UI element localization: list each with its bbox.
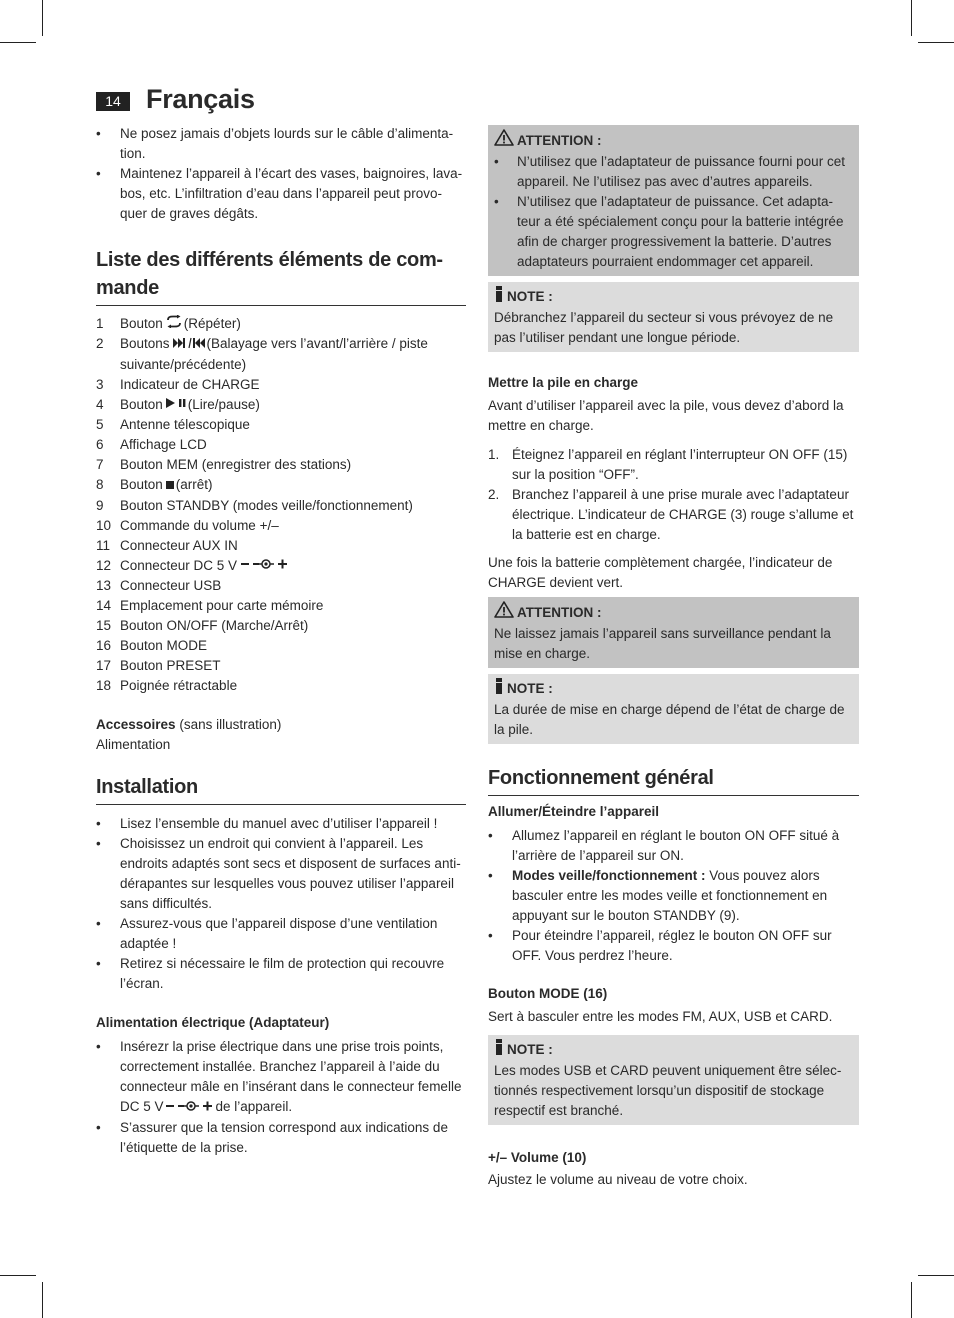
crop-mark — [911, 0, 912, 36]
control-item — [96, 656, 466, 676]
control-number: 1 — [96, 316, 104, 331]
control-label: Commande du volume — [120, 517, 256, 533]
crop-mark — [918, 42, 954, 43]
battery-intro: Avant d’utiliser l’appareil avec la pile, vous devez d’abord la mettre en charge. — [488, 398, 844, 433]
control-description: +/– — [259, 517, 279, 533]
note-header — [494, 286, 853, 308]
repeat-icon — [165, 314, 183, 334]
control-text — [120, 314, 466, 334]
step-number: 2. — [488, 487, 500, 502]
mode-text: Sert à basculer entre les modes FM, AUX, USB et CARD. — [488, 1009, 833, 1024]
list-item: • Allumez l’appareil en réglant le bouton ON OFF situé à l’arrière de l’appareil sur ON. — [488, 826, 859, 866]
control-item — [96, 496, 466, 516]
control-number: 6 — [96, 437, 104, 453]
step-number: 1. — [488, 447, 500, 462]
control-label: Bouton — [120, 477, 163, 493]
control-number: 10 — [96, 517, 112, 533]
list-item: • Pour éteindre l’appareil, réglez le bouton ON OFF sur OFF. Vous perdrez l’heure. — [488, 926, 859, 966]
control-item — [96, 596, 466, 616]
crop-mark — [42, 1282, 43, 1318]
note-header — [494, 1039, 853, 1061]
power-text-end: de l’appareil. — [215, 1099, 293, 1115]
list-item: • N’utilisez que l’adaptateur de puissance. Cet adapta- teur a été spécialement conçu pour la batterie intégrée afin de charger progressivement la batterie. D’autres adaptateurs pourraient endommager cet appareil. — [494, 192, 853, 272]
controls-heading: Liste des différents éléments de com- mande — [96, 246, 466, 306]
control-description: (arrêt) — [175, 477, 213, 493]
control-number: 9 — [96, 497, 104, 513]
warning-icon — [494, 129, 514, 152]
list-item — [488, 866, 859, 926]
control-label: Bouton STANDBY (modes veille/fonctionnement) — [120, 497, 413, 513]
list-item: • Assurez-vous que l’appareil dispose d’une ventilation adaptée ! — [96, 914, 466, 954]
control-text — [120, 334, 466, 374]
control-number: 16 — [96, 638, 112, 654]
note-label: NOTE : — [507, 289, 553, 304]
control-item — [96, 636, 466, 656]
control-number: 14 — [96, 598, 112, 614]
control-item — [96, 415, 466, 435]
control-text — [120, 435, 466, 455]
attention-label: ATTENTION : — [517, 132, 602, 148]
play-pause-icon — [165, 395, 187, 415]
installation-heading: Installation — [96, 773, 466, 805]
control-number: 12 — [96, 557, 112, 573]
info-icon — [494, 1039, 504, 1061]
control-text — [120, 496, 466, 516]
control-label: Poignée rétractable — [120, 678, 238, 694]
power-heading: Alimentation électrique (Adaptateur) — [96, 1015, 330, 1031]
info-icon — [494, 286, 504, 308]
control-text — [120, 536, 466, 556]
control-label: Boutons — [120, 336, 170, 352]
control-text — [120, 475, 466, 495]
control-number: 11 — [96, 537, 111, 553]
skip-icon — [172, 335, 206, 355]
accessories-line — [96, 715, 466, 735]
note-text: Les modes USB et CARD peuvent uniquement être sélec- tionnés respectivement lorsqu’un dispositif de stockage respectif est branché. — [494, 1063, 842, 1118]
crop-mark — [0, 1275, 36, 1276]
accessories-item: Alimentation — [96, 737, 171, 753]
crop-mark — [911, 1282, 912, 1318]
control-text — [120, 395, 466, 415]
left-column — [96, 124, 466, 1158]
control-number: 15 — [96, 618, 112, 634]
control-number: 5 — [96, 417, 104, 433]
accessories-label: Accessoires — [96, 717, 176, 733]
attention-box — [488, 125, 859, 276]
list-item: • N’utilisez que l’adaptateur de puissance fourni pour cet appareil. Ne l’utilisez pas avec d’autres appareils. — [494, 152, 853, 192]
note-header — [494, 678, 853, 700]
crop-mark — [0, 42, 36, 43]
list-item: • Lisez l’ensemble du manuel avec d’utiliser l’appareil ! — [96, 814, 466, 834]
warning-icon — [494, 601, 514, 624]
control-label: Bouton MODE — [120, 638, 208, 654]
control-text — [120, 636, 466, 656]
crop-mark — [918, 1275, 954, 1276]
control-label: Indicateur de CHARGE — [120, 376, 260, 392]
onoff-heading: Allumer/Éteindre l’appareil — [488, 804, 660, 819]
note-box — [488, 282, 859, 352]
general-heading: Fonctionnement général — [488, 764, 859, 796]
control-number: 18 — [96, 678, 112, 694]
control-label: Affichage LCD — [120, 437, 207, 453]
standby-label: Modes veille/fonctionnement : — [512, 868, 706, 883]
note-label: NOTE : — [507, 1042, 553, 1057]
control-label: Connecteur USB — [120, 578, 222, 594]
accessories-note: (sans illustration) — [179, 717, 282, 733]
control-text — [120, 455, 466, 475]
attention-header — [494, 601, 853, 624]
battery-steps — [488, 445, 859, 545]
note-box — [488, 1035, 859, 1125]
list-item — [488, 445, 859, 485]
list-item: • Retirez si nécessaire le film de protection qui recouvre l’écran. — [96, 954, 466, 994]
control-item — [96, 676, 466, 696]
control-text — [120, 656, 466, 676]
control-number: 3 — [96, 376, 104, 392]
attention-box — [488, 597, 859, 668]
list-item: • Choisissez un endroit qui convient à l’appareil. Les endroits adaptés sont secs et disposent de surfaces anti- dérapantes sur lesquelles vous pouvez utiliser l’appareil sans difficultés. — [96, 834, 466, 914]
attention-header — [494, 129, 853, 152]
volume-text: Ajustez le volume au niveau de votre choix. — [488, 1172, 748, 1187]
control-label: Bouton ON/OFF (Marche/Arrêt) — [120, 618, 309, 634]
control-item — [96, 455, 466, 475]
control-item — [96, 536, 466, 556]
info-icon — [494, 678, 504, 700]
control-description: (Balayage vers l’avant/l’arrière / piste suivante/précédente) — [120, 336, 428, 372]
power-text: Insérezr la prise électrique dans une prise trois points, correctement installée. Branchez l’appareil à l’aide du connecteur mâle en l’insérant dans le connecteur femelle DC 5 V — [120, 1039, 462, 1115]
control-item — [96, 576, 466, 596]
control-text — [120, 415, 466, 435]
dc-polarity-icon — [239, 556, 291, 576]
dc-polarity-icon — [164, 1098, 216, 1118]
control-item — [96, 616, 466, 636]
battery-heading: Mettre la pile en charge — [488, 375, 639, 390]
control-text — [120, 676, 466, 696]
control-number: 7 — [96, 457, 104, 473]
control-label: Connecteur AUX IN — [120, 537, 238, 553]
note-box — [488, 674, 859, 744]
control-number: 8 — [96, 477, 104, 493]
battery-after: Une fois la batterie complètement chargée, l’indicateur de CHARGE devient vert. — [488, 555, 833, 590]
list-item: • Maintenez l’appareil à l’écart des vases, baignoires, lava- bos, etc. L’infiltration d’eau dans l’appareil peut provo- quer de graves dégâts. — [96, 164, 466, 224]
list-item: • Ne posez jamais d’objets lourds sur le câble d’alimenta- tion. — [96, 124, 466, 164]
note-label: NOTE : — [507, 681, 553, 696]
control-description: (Lire/pause) — [187, 396, 260, 412]
control-text — [120, 596, 466, 616]
step-text: Éteignez l’appareil en réglant l’interrupteur ON OFF (15) sur la position “OFF”. — [512, 447, 848, 482]
control-text — [120, 556, 466, 576]
control-item — [96, 516, 466, 536]
control-item — [96, 375, 466, 395]
control-number: 17 — [96, 658, 112, 674]
list-item: • S’assurer que la tension correspond aux indications de l’étiquette de la prise. — [96, 1118, 466, 1158]
step-text: Branchez l’appareil à une prise murale avec l’adaptateur électrique. L’indicateur de CHARGE (3) rouge s’allume et la batterie est en charge. — [512, 487, 854, 542]
crop-mark — [42, 0, 43, 36]
control-label: Bouton PRESET — [120, 658, 221, 674]
right-column — [488, 125, 859, 1190]
control-number: 2 — [96, 336, 104, 352]
control-label: Bouton — [120, 396, 163, 412]
stop-icon — [165, 476, 175, 496]
control-text — [120, 576, 466, 596]
note-text: Débranchez l’appareil du secteur si vous prévoyez de ne pas l’utiliser pendant une longue période. — [494, 310, 834, 345]
control-text — [120, 616, 466, 636]
control-item — [96, 435, 466, 455]
volume-heading: +/– Volume (10) — [488, 1150, 587, 1165]
control-text — [120, 375, 466, 395]
control-item — [96, 475, 466, 495]
page-number: 14 — [96, 92, 130, 111]
control-item — [96, 395, 466, 415]
control-item — [96, 334, 466, 374]
list-item — [96, 1037, 466, 1117]
list-item — [488, 485, 859, 545]
mode-heading: Bouton MODE (16) — [488, 986, 608, 1001]
control-number: 13 — [96, 578, 112, 594]
control-label: Connecteur DC 5 V — [120, 557, 238, 573]
control-label: Antenne télescopique — [120, 417, 250, 433]
control-label: Bouton — [120, 316, 163, 331]
control-description: (Répéter) — [183, 316, 241, 331]
controls-list — [96, 314, 466, 696]
control-number: 4 — [96, 396, 104, 412]
standby-text: Vous pouvez alors basculer entre les modes veille et fonctionnement en appuyant sur le bouton STANDBY (9). — [512, 868, 828, 923]
control-text — [120, 516, 466, 536]
control-label: Bouton MEM (enregistrer des stations) — [120, 457, 352, 473]
control-label: Emplacement pour carte mémoire — [120, 598, 324, 614]
attention-text: Ne laissez jamais l’appareil sans surveillance pendant la mise en charge. — [494, 626, 831, 661]
page-title: Français — [146, 84, 255, 114]
control-item — [96, 556, 466, 576]
attention-label: ATTENTION : — [517, 604, 602, 620]
note-text: La durée de mise en charge dépend de l’état de charge de la pile. — [494, 702, 845, 737]
control-item — [96, 314, 466, 334]
